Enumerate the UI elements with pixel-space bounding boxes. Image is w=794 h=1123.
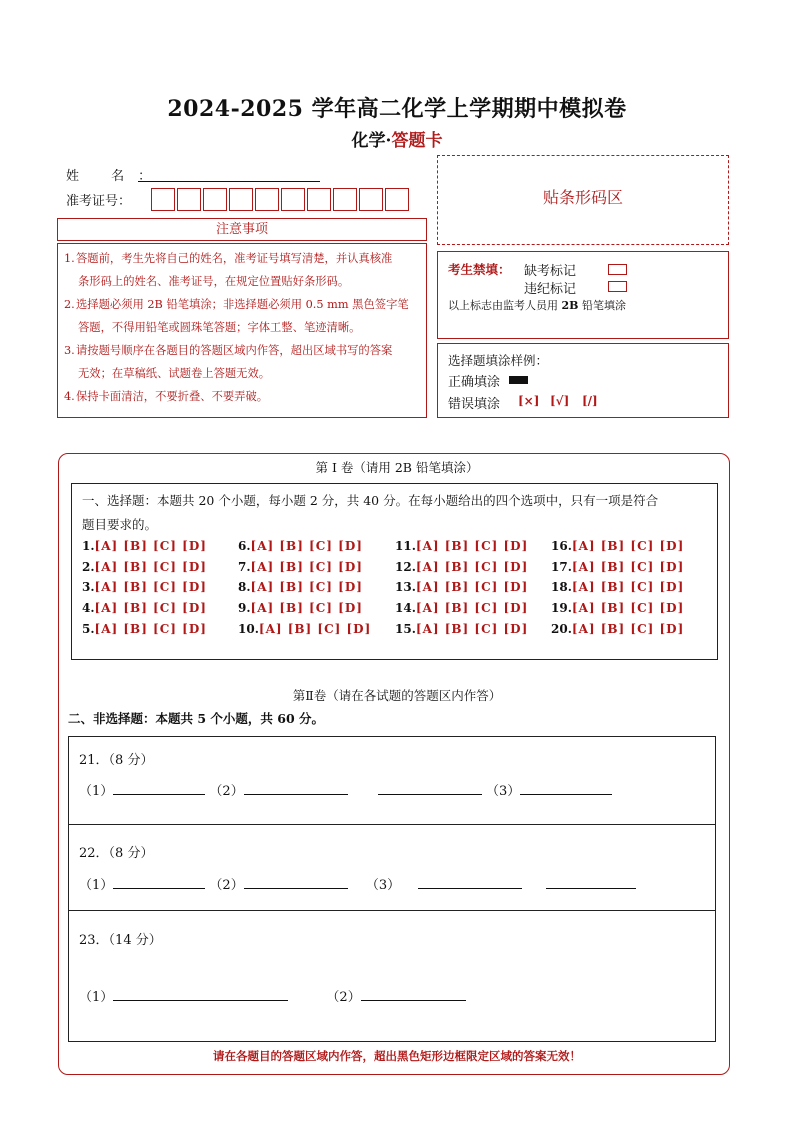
q22-blanks: （1） （2） （3） <box>79 874 636 893</box>
q22-blank-3[interactable] <box>418 874 522 889</box>
mcq-item-16[interactable]: 16.[A] [B] [C] [D] <box>551 539 685 553</box>
mcq-instruction-cont: 题目要求的。 <box>82 517 158 532</box>
wrong-mark-check: [√] <box>550 394 570 408</box>
q21-blank-1[interactable] <box>113 780 205 795</box>
q23-blank-2[interactable] <box>361 986 466 1001</box>
correct-fill-label: 正确填涂 <box>448 375 501 390</box>
mcq-item-2[interactable]: 2.[A] [B] [C] [D] <box>82 560 207 574</box>
q22-header: 22．（8 分） <box>79 846 154 861</box>
q23-answer-area[interactable] <box>68 910 716 1042</box>
exam-id-label: 准考证号： <box>66 194 132 209</box>
exam-id-cell[interactable] <box>203 188 227 211</box>
mcq-item-15[interactable]: 15.[A] [B] [C] [D] <box>395 622 529 636</box>
q22-blank-1[interactable] <box>113 874 205 889</box>
fill-example-box <box>437 343 729 418</box>
absent-mark-box <box>608 264 627 275</box>
mcq-item-18[interactable]: 18.[A] [B] [C] [D] <box>551 580 685 594</box>
name-label: 姓 名： <box>66 169 166 184</box>
violation-mark-label: 违纪标记 <box>524 282 577 297</box>
q22-blank-2[interactable] <box>244 874 348 889</box>
q21-blank-2[interactable] <box>244 780 348 795</box>
footer-warning: 请在各题目的答题区域内作答，超出黑色矩形边框限定区域的答案无效！ <box>213 1049 581 1063</box>
mcq-item-14[interactable]: 14.[A] [B] [C] [D] <box>395 601 529 615</box>
notice-title: 注意事项 <box>57 218 427 241</box>
page-title: 2024-2025 学年高二化学上学期期中模拟卷 <box>167 96 627 122</box>
exam-id-cell[interactable] <box>385 188 409 211</box>
exam-id-cell[interactable] <box>281 188 305 211</box>
exam-id-cell[interactable] <box>229 188 253 211</box>
fill-example-title: 选择题填涂样例： <box>448 353 549 368</box>
q23-blanks: （1） （2） <box>79 986 466 1005</box>
mcq-item-7[interactable]: 7.[A] [B] [C] [D] <box>238 560 363 574</box>
mcq-item-17[interactable]: 17.[A] [B] [C] [D] <box>551 560 685 574</box>
mcq-item-5[interactable]: 5.[A] [B] [C] [D] <box>82 622 207 636</box>
mcq-item-12[interactable]: 12.[A] [B] [C] [D] <box>395 560 529 574</box>
mcq-item-11[interactable]: 11.[A] [B] [C] [D] <box>395 539 529 553</box>
barcode-area: 贴条形码区 <box>437 155 729 245</box>
notice-item: 4.保持卡面清洁，不要折叠、不要弄破。 <box>64 390 269 403</box>
notice-item: 2.选择题必须用 2B 铅笔填涂；非选择题必须用 0.5 mm 黑色签字笔 答题，不得用铅笔或圆珠笔答题；字体工整、笔迹清晰。 <box>64 298 409 334</box>
q21-blank-2b[interactable] <box>378 780 482 795</box>
mcq-item-19[interactable]: 19.[A] [B] [C] [D] <box>551 601 685 615</box>
q21-header: 21．（8 分） <box>79 753 154 768</box>
mcq-item-9[interactable]: 9.[A] [B] [C] [D] <box>238 601 363 615</box>
absent-mark-label: 缺考标记 <box>524 264 577 279</box>
mcq-item-3[interactable]: 3.[A] [B] [C] [D] <box>82 580 207 594</box>
part1-title: 第 I 卷（请用 2B 铅笔填涂） <box>315 460 479 475</box>
mcq-box <box>71 483 718 660</box>
mcq-item-20[interactable]: 20.[A] [B] [C] [D] <box>551 622 685 636</box>
examinee-forbidden-box <box>437 251 729 339</box>
name-field[interactable] <box>138 181 320 182</box>
wrong-fill-label: 错误填涂 <box>448 397 501 412</box>
subtitle-answer-sheet: 答题卡 <box>391 131 443 151</box>
mcq-item-4[interactable]: 4.[A] [B] [C] [D] <box>82 601 207 615</box>
exam-id-cell[interactable] <box>255 188 279 211</box>
q21-blank-3[interactable] <box>520 780 612 795</box>
violation-mark-box <box>608 281 627 292</box>
exam-id-cell[interactable] <box>307 188 331 211</box>
q23-blank-1[interactable] <box>113 986 288 1001</box>
notice-list <box>57 243 427 418</box>
wrong-mark-cross: [×] <box>518 394 540 408</box>
correct-fill-mark <box>509 376 528 384</box>
part2-instruction: 二、非选择题：本题共 5 个小题，共 60 分。 <box>68 711 325 726</box>
q21-blanks: （1） （2） （3） <box>79 780 612 799</box>
q21-answer-area[interactable] <box>68 736 716 825</box>
mcq-item-6[interactable]: 6.[A] [B] [C] [D] <box>238 539 363 553</box>
exam-id-cell[interactable] <box>177 188 201 211</box>
notice-item: 3.请按题号顺序在各题目的答题区域内作答，超出区域书写的答案 无效；在草稿纸、试题卷上答题无效。 <box>64 344 393 380</box>
subtitle-subject: 化学· <box>351 131 392 151</box>
wrong-mark-slash: [/] <box>582 394 598 408</box>
q23-header: 23．（14 分） <box>79 933 162 948</box>
mcq-instruction: 一、选择题：本题共 20 个小题，每小题 2 分，共 40 分。在每小题给出的四个选项中，只有一项是符合 <box>82 493 659 508</box>
mcq-item-1[interactable]: 1.[A] [B] [C] [D] <box>82 539 207 553</box>
mcq-item-13[interactable]: 13.[A] [B] [C] [D] <box>395 580 529 594</box>
forbid-title: 考生禁填： <box>448 262 511 277</box>
exam-id-cell[interactable] <box>151 188 175 211</box>
notice-item: 1.答题前，考生先将自己的姓名，准考证号填写清楚，并认真核准 条形码上的姓名、准考证号，在规定位置贴好条形码。 <box>64 252 393 288</box>
page-subtitle <box>0 126 794 151</box>
exam-id-cell[interactable] <box>333 188 357 211</box>
mcq-item-10[interactable]: 10.[A] [B] [C] [D] <box>238 622 372 636</box>
forbid-note: 以上标志由监考人员用 2B 铅笔填涂 <box>448 299 626 312</box>
exam-id-boxes[interactable] <box>151 188 411 211</box>
mcq-item-8[interactable]: 8.[A] [B] [C] [D] <box>238 580 363 594</box>
part2-title: 第Ⅱ卷（请在各试题的答题区内作答） <box>292 688 502 703</box>
q22-answer-area[interactable] <box>68 824 716 911</box>
q22-blank-3b[interactable] <box>546 874 636 889</box>
exam-id-cell[interactable] <box>359 188 383 211</box>
